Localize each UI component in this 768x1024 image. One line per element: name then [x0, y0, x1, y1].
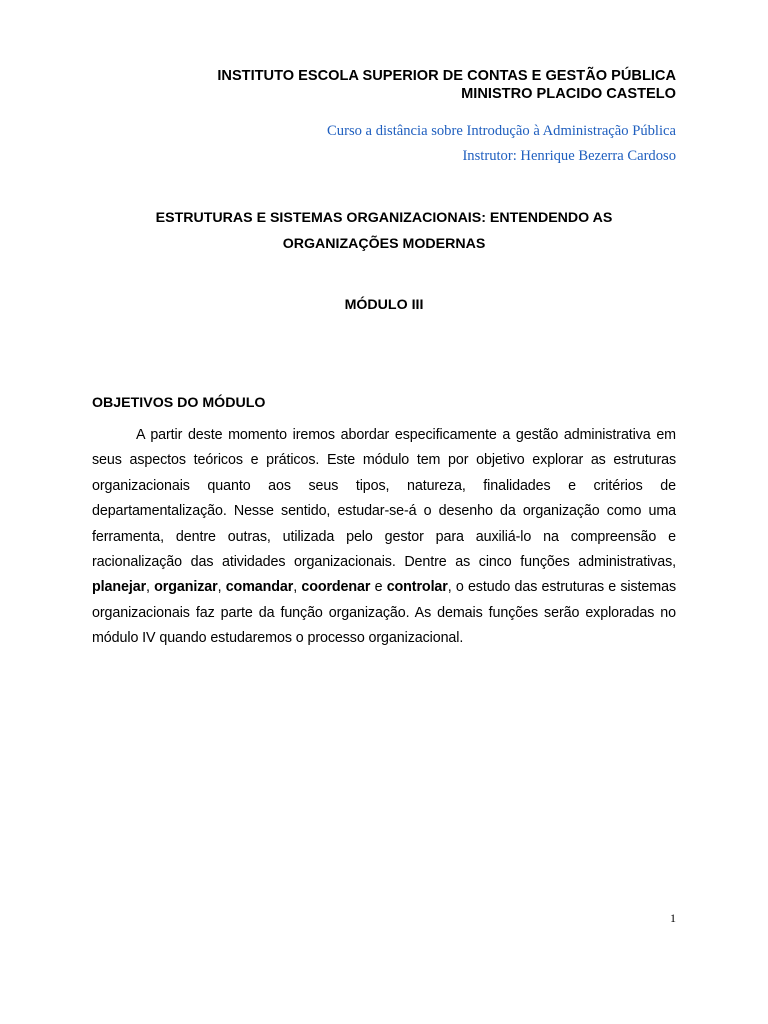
course-name: Curso a distância sobre Introdução à Administração Pública: [327, 123, 676, 139]
term-controlar: controlar: [386, 579, 448, 596]
separator: ,: [146, 579, 155, 596]
paragraph-text-part2: , o estudo das estruturas e sistemas organizacionais faz parte da função organização. As demais funções serão exploradas no módulo IV quando estudaremos o processo organizacional.: [92, 579, 676, 647]
institute-name-line2: MINISTRO PLACIDO CASTELO: [461, 86, 676, 102]
module-label: MÓDULO III: [344, 297, 424, 313]
separator: ,: [217, 579, 226, 596]
separator: ,: [293, 579, 302, 596]
page-number: 1: [670, 911, 676, 925]
institute-header: [217, 67, 676, 103]
institute-name-line1: INSTITUTO ESCOLA SUPERIOR DE CONTAS E GESTÃO PÚBLICA: [217, 68, 676, 84]
title-line2: ORGANIZAÇÕES MODERNAS: [282, 236, 486, 252]
term-comandar: comandar: [225, 579, 294, 596]
paragraph-text-part1: A partir deste momento iremos abordar especificamente a gestão administrativa em seus aspectos teóricos e práticos. Este módulo tem por objetivo explorar as estruturas organizacionais quanto aos seus tipos, natureza, finalidades e critérios de departamentalização. Nesse sentido, estudar-se-á o desenho da organização como uma ferramenta, dentre outras, utilizada pelo gestor para auxiliá-lo na compreensão e racionalização das atividades organizacionais. Dentre as cinco funções administrativas,: [92, 427, 676, 571]
term-organizar: organizar: [154, 579, 218, 596]
term-planejar: planejar: [92, 579, 147, 596]
body-paragraph: [92, 423, 676, 652]
course-info: [327, 119, 676, 169]
separator: e: [370, 579, 387, 596]
section-heading: OBJETIVOS DO MÓDULO: [92, 395, 266, 411]
document-title: [92, 205, 676, 257]
term-coordenar: coordenar: [301, 579, 371, 596]
title-line1: ESTRUTURAS E SISTEMAS ORGANIZACIONAIS: ENTENDENDO AS: [155, 210, 613, 226]
instructor-name: Instrutor: Henrique Bezerra Cardoso: [462, 148, 676, 164]
